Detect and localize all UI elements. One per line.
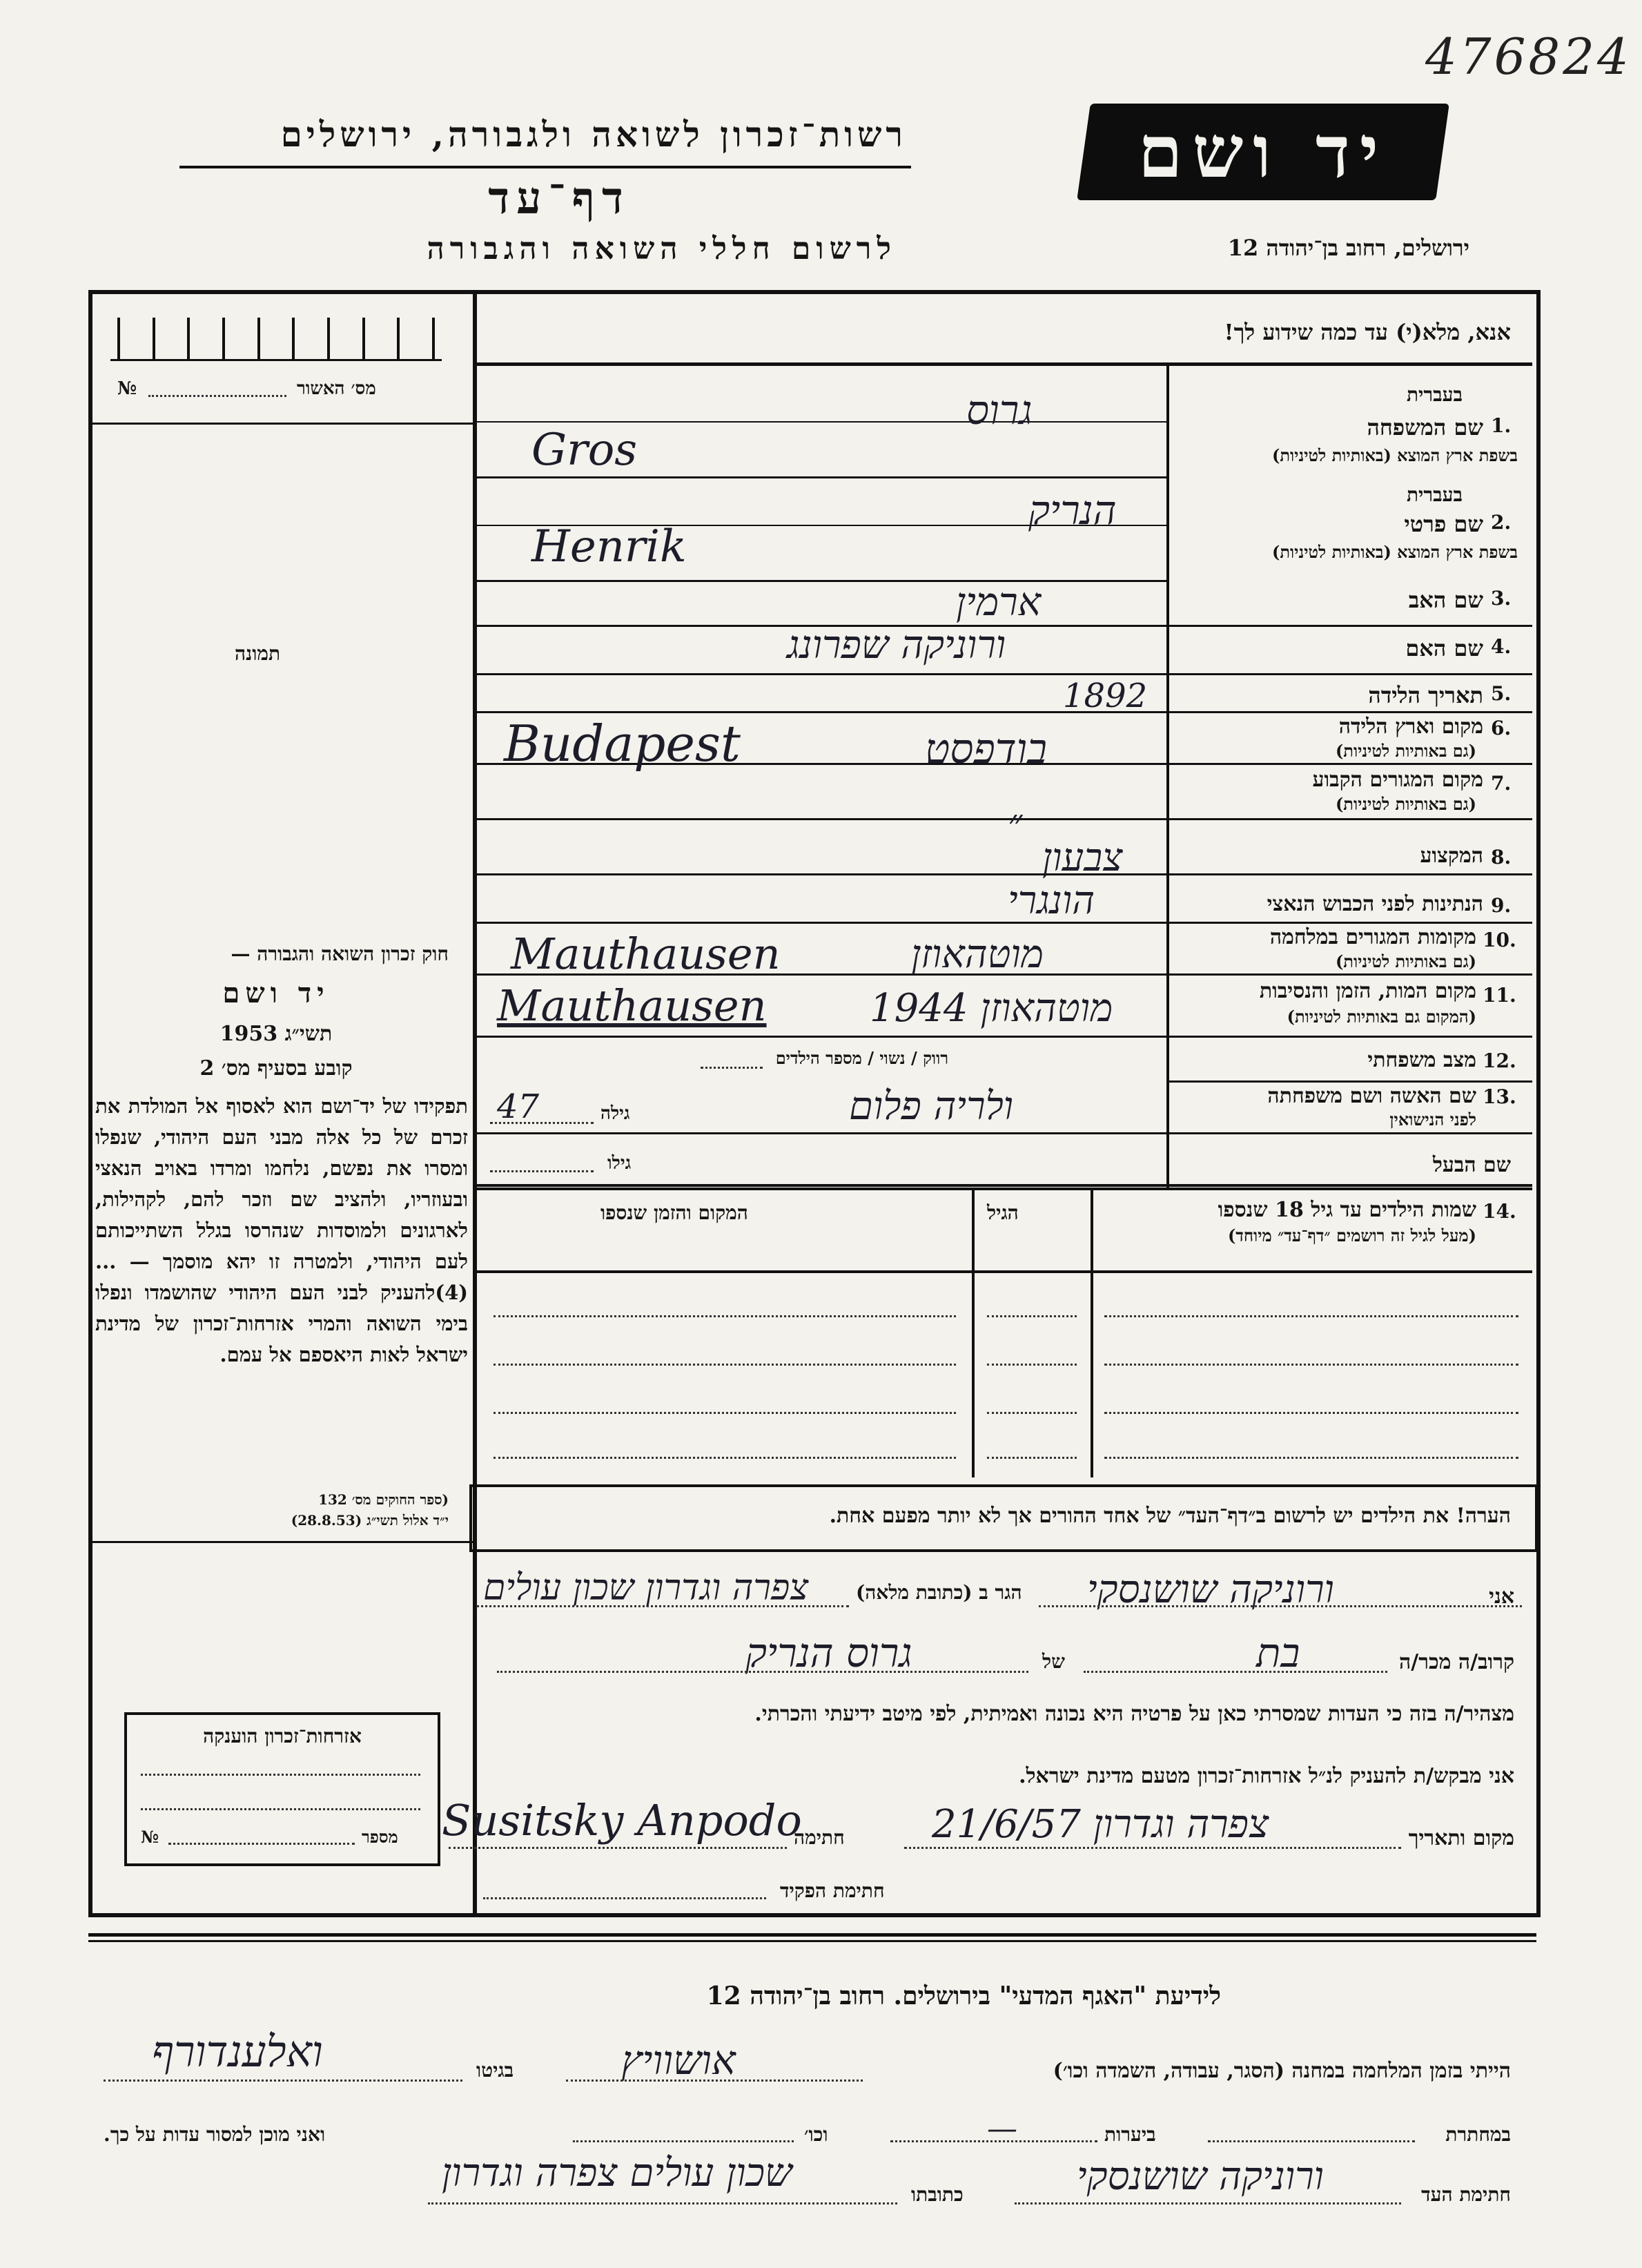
- row-line: [477, 922, 1532, 924]
- bottom-address-value: שכון עולים צפרה וגדרון: [442, 2151, 792, 2196]
- f14-sub: (מעל לגיל זה רושמים ״דף־עד״ מיוחד): [1227, 1225, 1476, 1246]
- decl-signature-value: Susitsky Anpodo: [442, 1795, 802, 1845]
- approval-separator: [92, 423, 473, 425]
- decl-request-text: אני מבקש/ת להעניק לנ״ל אזרחות־זכרון מטעם מדינת ישראל.: [1019, 1764, 1514, 1788]
- f1-hebrew-label: בעברית: [1406, 383, 1463, 406]
- children-row-line: [987, 1457, 1077, 1459]
- f8-value: צבעון: [1042, 835, 1123, 880]
- memorial-box-title: אזרחות־זכרון הוענקה: [203, 1725, 362, 1747]
- f4-num: 4.: [1491, 635, 1512, 658]
- memorial-box-line-2: [141, 1808, 420, 1810]
- f10-label: מקומות המגורים במלחמה: [1269, 925, 1476, 949]
- children-col-divider-2: [1091, 1188, 1093, 1477]
- law-name: יד ושם: [222, 977, 330, 1009]
- sidebar-divider: [473, 290, 477, 1916]
- decl-place-date-line: [904, 1847, 1401, 1849]
- bottom-line1-label: הייתי בזמן המלחמה במחנה (הסגר, עבודה, השמדה וכו׳): [1053, 2059, 1511, 2083]
- decl-official-signature-label: חתימת הפקיד: [780, 1879, 885, 1902]
- f7-value: ״: [1008, 801, 1023, 846]
- f1-num: 1.: [1491, 414, 1512, 437]
- decl-place-date-label: מקום ותאריך: [1408, 1826, 1514, 1850]
- decl-residing-value: צפרה וגדרון שכון עולים: [483, 1567, 809, 1609]
- form-title: דף־עד: [488, 173, 630, 224]
- f1-sub: בשפת ארץ המוצא (באותיות לטיניות): [1272, 445, 1518, 465]
- children-col-divider-1: [972, 1188, 975, 1477]
- row-line: [477, 711, 1532, 713]
- f10-latin-value: Mauthausen: [511, 929, 781, 979]
- children-row-line: [1104, 1364, 1518, 1366]
- logo-text: יד ושם: [1137, 109, 1389, 194]
- f3-value: ארמין: [956, 580, 1042, 625]
- memorial-box-no-line: [168, 1843, 355, 1845]
- f4-label: שם האם: [1405, 635, 1483, 661]
- row-line: [477, 1132, 1532, 1134]
- decl-residing-label: הגר ב (כתובת מלאה): [856, 1581, 1022, 1604]
- note-text: הערה! את הילדים יש לרשום ב״דף־העד״ של אחד ההורים אך לא יותר מפעם אחת.: [829, 1504, 1511, 1528]
- f14-label: שמות הילדים עד גיל 18 שנספו: [1218, 1198, 1476, 1222]
- f7-sub: (גם באותיות לטיניות): [1335, 794, 1476, 814]
- f13-num: 13.: [1483, 1085, 1516, 1108]
- row-line: [477, 1184, 1532, 1187]
- f3-label: שם האב: [1408, 587, 1483, 613]
- bottom-line1-line: [566, 2080, 863, 2082]
- children-row-line: [1104, 1412, 1518, 1414]
- law-ref-1: (ספר החוקים מס׳ 132: [318, 1491, 449, 1508]
- decl-relative-label: קרוב/ה מכר/ה: [1399, 1650, 1514, 1674]
- f13-sub: לפני הנישואין: [1389, 1109, 1476, 1130]
- bottom-underground-label: במחתרת: [1445, 2123, 1511, 2146]
- bottom-underground-line: [1208, 2140, 1415, 2142]
- husband-label: שם הבעל: [1432, 1153, 1511, 1177]
- f1-hebrew-value: גרוס: [966, 387, 1033, 434]
- bottom-ghetto-value: ואלענדורף: [152, 2026, 323, 2077]
- approval-no-sign: №: [117, 378, 137, 399]
- decl-residing-line: [476, 1605, 849, 1607]
- children-row-line: [987, 1412, 1077, 1414]
- intro-text: אנא, מלא(י) עד כמה שידוע לך!: [1224, 319, 1511, 345]
- f7-label: מקום המגורים הקבוע: [1312, 768, 1483, 792]
- sidebar-bottom-separator: [92, 1541, 473, 1543]
- decl-i-name: ורוניקה שושנסקי: [1087, 1567, 1334, 1612]
- bottom-line1-value: אושוויץ: [621, 2037, 736, 2084]
- row-line: [477, 818, 1532, 820]
- f2-sub: בשפת ארץ המוצא (באותיות לטיניות): [1272, 542, 1518, 562]
- f2-hebrew-value: הנריק: [1028, 487, 1117, 534]
- row-line: [477, 580, 1166, 582]
- f11-num: 11.: [1483, 984, 1516, 1007]
- bottom-ghetto-label: בגיטו: [476, 2059, 514, 2082]
- law-title: חוק זכרון השואה והגבורה —: [231, 942, 449, 965]
- f7-num: 7.: [1491, 772, 1512, 795]
- f13-age-label: גילה: [600, 1103, 630, 1124]
- f12-children-line: [701, 1067, 763, 1069]
- f6-hebrew-value: בודפסט: [925, 725, 1048, 773]
- decl-relation-line: [1084, 1671, 1387, 1673]
- authority-name: רשות־זכרון לשואה ולגבורה, ירושלים: [280, 114, 907, 155]
- children-row-line: [987, 1364, 1077, 1366]
- f2-latin-value: Henrik: [531, 521, 687, 572]
- f2-label: שם פרטי: [1404, 511, 1483, 537]
- law-text: תפקידו של יד־ושם הוא לאסוף אל המולדת את זכרם של כל אלה מבני העם היהודי, שנפלו ומסרו את נפשם, נלחמו ומרדו באויב הנאצי ובעוזריו, ולהציב שם וזכר להם, לקהילות, לארגונים ולמוסדות שנהרסו בגלל השתייכותם לעם היהודי, ולמטרה זו יהא מוסמך — ...(4)להעניק לבני העם היהודי שהושמדו ונפלו בימי השואה והמרי אזרחות־זכרון של מדינת ישראל לאות היאספם אל עמם.: [95, 1094, 468, 1366]
- husband-age-line: [490, 1170, 594, 1172]
- row-line: [477, 673, 1532, 675]
- bottom-etc-label: וכו׳: [804, 2123, 828, 2146]
- f3-num: 3.: [1491, 587, 1512, 610]
- decl-of-line: [497, 1671, 1028, 1673]
- law-clause: קובע בסעיף מס׳ 2: [199, 1056, 353, 1080]
- bottom-etc-line: [573, 2140, 794, 2142]
- memorial-box-line-1: [141, 1774, 420, 1776]
- bottom-heading: לידיעת "האגף המדעי" בירושלים. רחוב בן־יהודה 12: [706, 1981, 1221, 2010]
- children-row-line: [987, 1315, 1077, 1317]
- children-header-line: [477, 1270, 1532, 1273]
- memorial-box-no-sign: №: [141, 1827, 159, 1847]
- f8-num: 8.: [1491, 846, 1512, 869]
- header-underline: [179, 166, 911, 168]
- f13-value: ולריה פלום: [849, 1084, 1014, 1129]
- f14-num: 14.: [1483, 1200, 1516, 1223]
- bottom-forests-line: [890, 2140, 1097, 2142]
- bottom-forests-label: ביערות: [1104, 2123, 1156, 2146]
- bottom-witness-value: ורוניקה שושנסקי: [1077, 2154, 1324, 2199]
- f6-latin-value: Budapest: [504, 715, 741, 773]
- bottom-witness-label: חתימת העד: [1421, 2183, 1511, 2206]
- f10-num: 10.: [1483, 929, 1516, 951]
- decl-official-signature-line: [483, 1897, 766, 1899]
- yad-vashem-logo: [1077, 104, 1449, 200]
- row-line: [477, 873, 1532, 875]
- serial-number: 476824: [1425, 28, 1632, 86]
- bottom-ghetto-line: [104, 2080, 462, 2082]
- f6-num: 6.: [1491, 717, 1512, 739]
- decl-i-line: [1039, 1605, 1522, 1607]
- bottom-address-line: [428, 2202, 897, 2204]
- children-row-line: [493, 1457, 956, 1459]
- f12-options: רווק / נשוי / מספר הילדים: [775, 1048, 948, 1068]
- f11-sub: (המקום גם באותיות לטיניות): [1287, 1007, 1476, 1027]
- bottom-separator-2: [88, 1940, 1536, 1942]
- f5-value: 1892: [1063, 677, 1148, 715]
- f12-num: 12.: [1483, 1049, 1516, 1072]
- col-place-header: המקום והזמן שנספו: [600, 1201, 748, 1224]
- bottom-address-label: כתובתו: [911, 2183, 964, 2206]
- row-line: [477, 476, 1166, 478]
- decl-signature-label: חתימה: [794, 1826, 845, 1849]
- f9-num: 9.: [1491, 894, 1512, 917]
- approval-no-line: [148, 395, 286, 397]
- law-ref-2: י״ד אלול תשי״ג (28.8.53): [291, 1512, 449, 1529]
- children-row-line: [1104, 1457, 1518, 1459]
- row-line: [477, 1188, 1532, 1190]
- children-row-line: [493, 1315, 956, 1317]
- approval-no-label: מס׳ האשור: [297, 378, 376, 399]
- bottom-witness-line: [1015, 2202, 1401, 2204]
- f4-value: ורוניקה שפרונג: [787, 623, 1006, 668]
- f2-num: 2.: [1491, 511, 1512, 534]
- decl-i-label: אני: [1489, 1584, 1514, 1609]
- approval-ticks: [110, 318, 442, 361]
- f10-sub: (גם באותיות לטיניות): [1335, 951, 1476, 971]
- f12-label: מצב משפחתי: [1367, 1048, 1476, 1072]
- f2-hebrew-label: בעברית: [1406, 483, 1463, 506]
- f11-label: מקום המות, הזמן והנסיבות: [1259, 979, 1476, 1003]
- children-row-line: [1104, 1315, 1518, 1317]
- decl-of-label: של: [1042, 1650, 1065, 1673]
- memorial-citizenship-box: [124, 1712, 440, 1866]
- decl-declare-text: מצהיר/ה בזה כי העדות שמסרתי כאן על פרטיה היא נכונה ואמיתית, לפי מיטב ידיעתי והכרתי.: [754, 1702, 1514, 1726]
- f1-label: שם המשפחה: [1367, 414, 1483, 440]
- law-year: תשי״ג 1953: [219, 1022, 333, 1046]
- f10-hebrew-value: מוטהאוזן: [911, 932, 1044, 977]
- f9-value: הונגרי: [1008, 878, 1095, 923]
- form-subtitle: לרשום חללי השואה והגבורה: [427, 231, 897, 266]
- f11-latin-value: Mauthausen: [497, 980, 767, 1031]
- memorial-box-no-label: מספר: [362, 1827, 398, 1847]
- f13-label: שם האשה ושם משפחתה: [1267, 1084, 1476, 1108]
- bottom-separator: [88, 1933, 1536, 1937]
- decl-signature-line: [449, 1847, 787, 1849]
- decl-relation: בת: [1256, 1629, 1300, 1676]
- row-line: [477, 1036, 1532, 1038]
- f11-hebrew-value: מוטהאוזן 1944: [870, 986, 1113, 1031]
- f13-age-line: [490, 1122, 594, 1124]
- f5-label: תאריך הלידה: [1368, 682, 1483, 708]
- decl-of-name: גרוס הנריק: [745, 1629, 912, 1676]
- decl-place-date-value: צפרה וגדרון 21/6/57: [932, 1802, 1269, 1847]
- intro-separator: [477, 362, 1532, 366]
- label-column-divider: [1166, 366, 1169, 1188]
- bottom-forests-value: —: [987, 2111, 1017, 2146]
- children-row-line: [493, 1364, 956, 1366]
- header-address: ירושלים, רחוב בן־יהודה 12: [1227, 235, 1469, 261]
- row-line: [1169, 1080, 1532, 1083]
- husband-age-label: גילו: [607, 1153, 632, 1174]
- f9-label: הנתינות לפני הכבוש הנאצי: [1267, 892, 1483, 916]
- f8-label: המקצוע: [1420, 844, 1483, 868]
- photo-label: תמונה: [235, 642, 281, 665]
- row-line: [477, 421, 1166, 423]
- f6-sub: (גם באותיות לטיניות): [1335, 741, 1476, 761]
- children-row-line: [493, 1412, 956, 1414]
- f5-num: 5.: [1491, 682, 1512, 705]
- f6-label: מקום וארץ הלידה: [1338, 715, 1483, 739]
- f13-age-value: 47: [497, 1087, 540, 1126]
- f1-latin-value: Gros: [531, 425, 638, 476]
- col-age-header: הגיל: [987, 1201, 1019, 1224]
- bottom-ready-text: ואני מוכן למסור עדות על כך.: [104, 2123, 326, 2146]
